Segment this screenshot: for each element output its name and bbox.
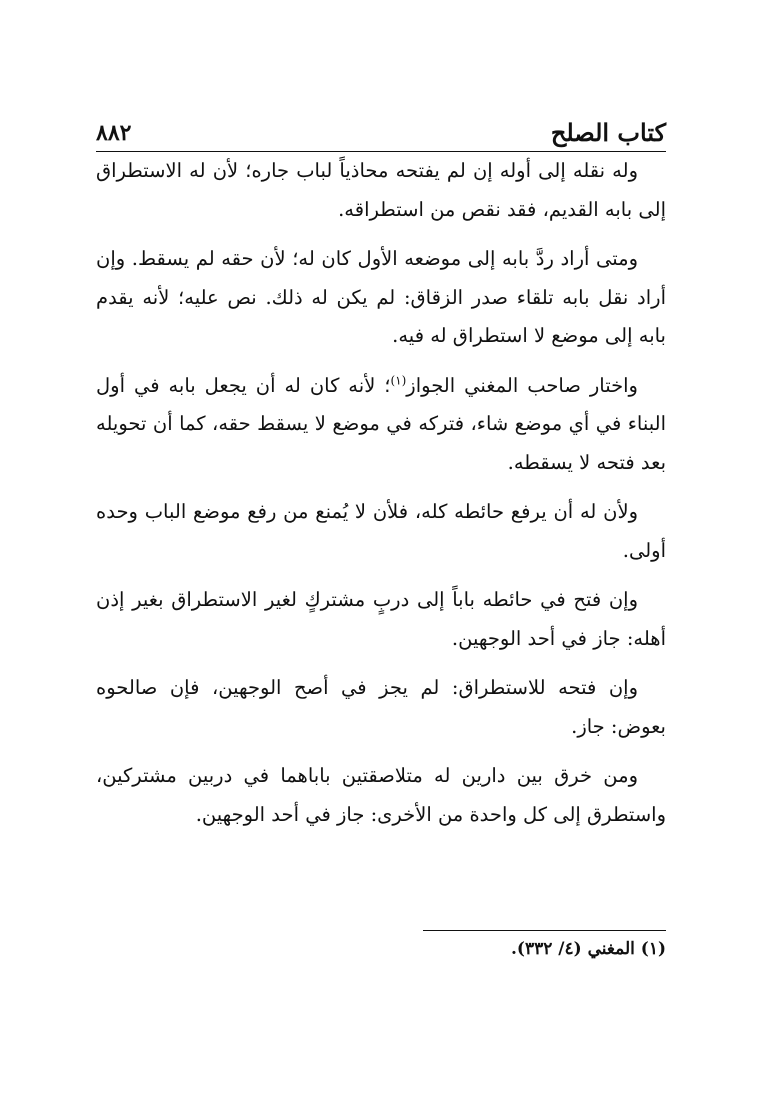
paragraph-6: وإن فتحه للاستطراق: لم يجز في أصح الوجهين، فإن صالحوه بعوض: جاز. <box>96 676 666 738</box>
paragraph-2: ومتى أراد ردَّ بابه إلى موضعه الأول كان له؛ لأن حقه لم يسقط. وإن أراد نقل بابه تلقاء صدر الزقاق: لم يكن له ذلك. نص عليه؛ لأنه يقدم بابه إلى موضع لا استطراق له فيه. <box>96 247 666 347</box>
paragraph-5: وإن فتح في حائطه باباً إلى دربٍ مشتركٍ لغير الاستطراق بغير إذن أهله: جاز في أحد الوجهين. <box>96 588 666 650</box>
paragraph-3-rest: ؛ لأنه كان له أن يجعل بابه في أول البناء في أي موضع شاء، فتركه في موضع لا يسقط حقه، كما أن تحويله بعد فتحه لا يسقطه. <box>96 373 666 474</box>
main-text <box>96 152 666 845</box>
paragraph-3-start: واختار صاحب المغني الجواز <box>406 373 638 397</box>
page-header <box>96 116 666 152</box>
paragraph-4: ولأن له أن يرفع حائطه كله، فلأن لا يُمنع من رفع موضع الباب وحده أولى. <box>96 500 666 562</box>
footnote-marker: (١) <box>390 373 407 387</box>
paragraph-3 <box>96 367 666 483</box>
footnote-divider <box>423 930 666 931</box>
chapter-title: كتاب الصلح <box>550 118 666 147</box>
footnote: (١) المغني (٤/ ٣٣٢). <box>511 939 666 959</box>
paragraph-1: وله نقله إلى أوله إن لم يفتحه محاذياً لباب جاره؛ لأن له الاستطراق إلى بابه القديم، فقد نقص من استطراقه. <box>96 159 666 221</box>
paragraph-7: ومن خرق بين دارين له متلاصقتين باباهما في دربين مشتركين، واستطرق إلى كل واحدة من الأخرى: جاز في أحد الوجهين. <box>96 764 666 826</box>
page-number: ٨٨٢ <box>96 120 132 146</box>
